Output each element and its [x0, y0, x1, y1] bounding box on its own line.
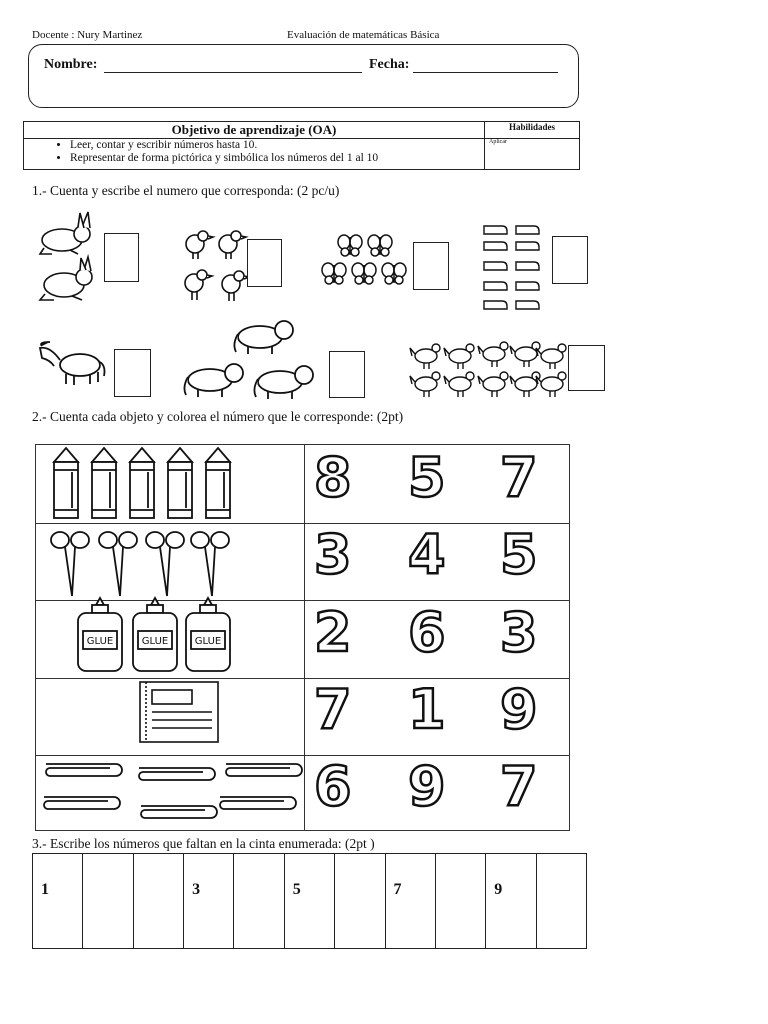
number-option[interactable]: 5: [408, 446, 446, 509]
section1-instruction: 1.- Cuenta y escribe el numero que corresponda: (2 pc/u): [32, 183, 340, 198]
number-option[interactable]: 3: [500, 601, 538, 664]
glue-label: GLUE: [141, 636, 169, 647]
paperclip-icon: [141, 806, 217, 818]
skill-value: Aplicar: [485, 139, 580, 170]
section3-instruction: 3.- Escribe los números que faltan en la cinta enumerada: (2pt ): [32, 836, 375, 851]
crayon-icon: [206, 448, 230, 518]
tape-cell[interactable]: [435, 854, 485, 949]
number-option[interactable]: 8: [314, 446, 352, 509]
tape-cell[interactable]: [335, 854, 385, 949]
paperclip-icon: [44, 797, 120, 809]
notebook-icon: [140, 682, 218, 742]
tape-cell[interactable]: 9: [486, 854, 536, 949]
number-option[interactable]: 6: [314, 755, 352, 818]
crayon-icon: [54, 448, 230, 518]
scissors-icon: [51, 532, 89, 596]
objective-item: • Leer, contar y escribir números hasta 10.: [70, 139, 484, 152]
number-option[interactable]: 3: [314, 523, 352, 586]
paperclip-icon: [46, 764, 122, 776]
skills-header: Habilidades: [485, 122, 580, 139]
crayon-icon: [92, 448, 116, 518]
scissors-icon: [191, 532, 229, 596]
tape-cell[interactable]: [536, 854, 586, 949]
date-label: Fecha:: [369, 57, 410, 72]
glue-icon: [133, 598, 177, 671]
teacher-label: Docente : Nury Martinez: [32, 29, 143, 41]
paperclip-icon: [139, 768, 215, 780]
crayon-icon: [54, 448, 78, 518]
number-option[interactable]: 2: [314, 601, 352, 664]
tape-cell[interactable]: 1: [33, 854, 83, 949]
tape-cell[interactable]: 3: [184, 854, 234, 949]
crayon-icon: [168, 448, 192, 518]
number-option[interactable]: 7: [500, 755, 538, 818]
crayon-icon: [130, 448, 154, 518]
section2-instruction: 2.- Cuenta cada objeto y colorea el número que le corresponde: (2pt): [32, 409, 404, 424]
number-tape: [32, 853, 587, 949]
number-option[interactable]: 9: [408, 755, 446, 818]
scissors-icon: [146, 532, 184, 596]
glue-label: GLUE: [194, 636, 222, 647]
paperclip-icon: [226, 764, 302, 776]
number-option[interactable]: 7: [500, 446, 538, 509]
objectives-title: Objetivo de aprendizaje (OA): [24, 122, 485, 139]
number-option[interactable]: 1: [408, 678, 446, 741]
paperclip-icon: [44, 764, 302, 818]
number-option[interactable]: 7: [314, 678, 352, 741]
number-option[interactable]: 9: [500, 678, 538, 741]
scissors-icon: [99, 532, 137, 596]
subject-title: Evaluación de matemáticas Básica: [287, 29, 440, 41]
glue-icon: [186, 598, 230, 671]
tape-cell[interactable]: [83, 854, 133, 949]
tape-cell[interactable]: [234, 854, 284, 949]
glue-icon: [78, 598, 230, 671]
glue-icon: [78, 598, 122, 671]
paperclip-icon: [220, 797, 296, 809]
tape-cell[interactable]: 5: [284, 854, 334, 949]
number-option[interactable]: 6: [408, 601, 446, 664]
number-option[interactable]: 4: [408, 523, 446, 586]
tape-cell[interactable]: 7: [385, 854, 435, 949]
glue-label: GLUE: [86, 636, 114, 647]
scissors-icon: [51, 532, 229, 596]
tape-cell[interactable]: [133, 854, 183, 949]
name-label: Nombre:: [44, 57, 98, 72]
number-option[interactable]: 5: [500, 523, 538, 586]
objective-item: • Representar de forma pictórica y simbólica los números del 1 al 10: [70, 152, 484, 165]
